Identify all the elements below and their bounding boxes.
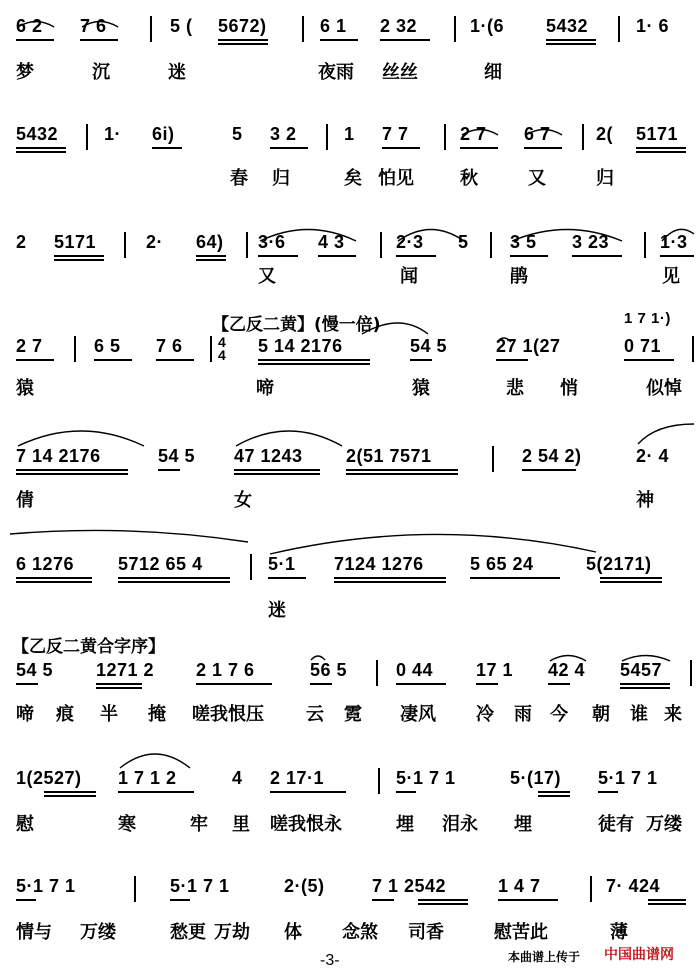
note-group: 2 7 <box>460 124 487 144</box>
notation-row-1 <box>0 16 700 44</box>
lyric: 凄风 <box>400 704 436 725</box>
lyric: 倩 <box>16 490 34 511</box>
bar-line <box>326 124 328 150</box>
bar-line <box>644 232 646 258</box>
note-group: 1 <box>344 124 355 144</box>
notation-row-9 <box>0 876 700 904</box>
bar-line <box>86 124 88 150</box>
lyric: 又 <box>528 168 546 189</box>
note-group: 0 44 <box>396 660 434 680</box>
lyric: 慰 <box>16 814 34 835</box>
lyric: 秋 <box>460 168 478 189</box>
note-group: 5171 <box>636 124 679 144</box>
lyric: 神 <box>636 490 654 511</box>
note-group: 5·1 7 1 <box>16 876 76 896</box>
note-group: 3 2 <box>270 124 297 144</box>
lyric: 来 <box>664 704 682 725</box>
note-group: 5 <box>458 232 469 252</box>
lyric: 半 <box>100 704 118 725</box>
lyric: 寒 <box>118 814 136 835</box>
lyric: 闻 <box>400 266 418 287</box>
notation-row-8 <box>0 768 700 796</box>
bar-line <box>150 16 152 42</box>
note-group: 1 7 1·) <box>624 310 671 327</box>
bar-line <box>492 446 494 472</box>
bar-line <box>134 876 136 902</box>
note-group: 4 3 <box>318 232 345 252</box>
lyrics-row-6 <box>0 596 700 624</box>
lyric: 啼 <box>16 704 34 725</box>
slur-mark <box>636 424 696 446</box>
notation-row-2 <box>0 124 700 152</box>
note-group: 7 1 2542 <box>372 876 447 896</box>
note-group: 6 7 <box>524 124 551 144</box>
slur-mark <box>496 334 512 344</box>
note-group: 2·(5) <box>284 876 325 896</box>
note-group: 6 1276 <box>16 554 75 574</box>
lyric: 梦 <box>16 62 34 83</box>
lyric: 万缕 <box>646 814 682 835</box>
lyric: 万劫 <box>214 922 250 943</box>
note-group: 5(2171) <box>586 554 652 574</box>
bar-line <box>74 336 76 362</box>
note-group: 5432 <box>16 124 59 144</box>
note-group: 2 32 <box>380 16 418 36</box>
note-group: 7· 424 <box>606 876 661 896</box>
note-group: 2·3 <box>396 232 424 252</box>
lyric: 嗟我恨压 <box>192 704 264 725</box>
note-group: 5 <box>232 124 243 144</box>
slur-mark <box>360 318 430 336</box>
site-logo[interactable] <box>604 944 674 964</box>
lyrics-row-5 <box>0 486 700 514</box>
notation-row-7 <box>0 660 700 688</box>
page-number: -3- <box>320 952 340 969</box>
lyric: 又 <box>258 266 276 287</box>
note-group: 2· <box>146 232 164 252</box>
notation-row-5 <box>0 446 700 474</box>
slur-mark <box>620 652 672 662</box>
lyric: 泪永 <box>442 814 478 835</box>
notation-row-3 <box>0 232 700 260</box>
lyric: 见 <box>662 266 680 287</box>
note-group: 7124 1276 <box>334 554 424 574</box>
note-group: 5672) <box>218 16 267 36</box>
slur-mark <box>10 528 250 544</box>
bar-line <box>376 660 378 686</box>
note-group: 6 1 <box>320 16 347 36</box>
note-group: 6 5 <box>94 336 121 356</box>
lyric: 似悼 <box>646 378 682 399</box>
lyrics-row-3 <box>0 262 700 290</box>
slur-mark <box>548 652 588 662</box>
section-header: 【乙反二黄】(慢一倍) <box>212 315 381 335</box>
note-group: 5171 <box>54 232 97 252</box>
bar-line <box>210 336 212 362</box>
lyrics-row-7 <box>0 700 700 728</box>
bar-line <box>590 876 592 902</box>
slur-mark <box>16 428 146 448</box>
note-group: 1· <box>104 124 122 144</box>
note-group: 2(51 7571 <box>346 446 432 466</box>
lyric: 迷 <box>268 600 286 621</box>
lyrics-row-2 <box>0 164 700 192</box>
lyric: 谁 <box>630 704 648 725</box>
bar-line <box>582 124 584 150</box>
lyric: 掩 <box>148 704 166 725</box>
note-group: 56 5 <box>310 660 348 680</box>
lyric: 女 <box>234 490 252 511</box>
lyric: 今 <box>550 704 568 725</box>
lyrics-row-4 <box>0 374 700 402</box>
lyric: 薄 <box>610 922 628 943</box>
bar-line <box>692 336 694 362</box>
lyric: 沉 <box>92 62 110 83</box>
lyric: 矣 <box>344 168 362 189</box>
slur-mark <box>460 126 500 136</box>
slur-mark <box>258 226 358 242</box>
slur-mark <box>80 18 120 28</box>
site-logo-name: 中国曲谱网 <box>604 947 674 963</box>
note-group: 2 <box>16 232 27 252</box>
note-group: 54 5 <box>410 336 448 356</box>
lyric: 怕见 <box>378 168 414 189</box>
note-group: 7 7 <box>382 124 409 144</box>
lyric: 慰苦此 <box>494 922 548 943</box>
note-group: 3 23 <box>572 232 610 252</box>
lyrics-row-1 <box>0 58 700 86</box>
lyric: 体 <box>284 922 302 943</box>
note-group: 5 14 2176 <box>258 336 343 356</box>
bar-line <box>302 16 304 42</box>
note-group: 2 1 7 6 <box>196 660 255 680</box>
slur-mark <box>660 226 696 242</box>
lyrics-row-9 <box>0 918 700 946</box>
note-group: 5·1 7 1 <box>598 768 658 788</box>
note-group: 6i) <box>152 124 175 144</box>
lyric: 归 <box>272 168 290 189</box>
lyric: 悲 <box>506 378 524 399</box>
note-group: 42 4 <box>548 660 586 680</box>
lyric: 春 <box>230 168 248 189</box>
slur-mark <box>524 126 564 136</box>
lyric: 归 <box>596 168 614 189</box>
lyric: 鹃 <box>510 266 528 287</box>
bar-line <box>490 232 492 258</box>
note-group: 1 7 1 2 <box>118 768 177 788</box>
note-group: 2 54 2) <box>522 446 582 466</box>
lyric: 细 <box>484 62 502 83</box>
lyric: 痕 <box>56 704 74 725</box>
bar-line <box>618 16 620 42</box>
note-group: 64) <box>196 232 224 252</box>
lyric: 迷 <box>168 62 186 83</box>
note-group: 1(2527) <box>16 768 82 788</box>
note-group: 2 7 <box>16 336 43 356</box>
notation-row-6 <box>0 554 700 582</box>
lyric: 埋 <box>396 814 414 835</box>
note-group: 54 5 <box>158 446 196 466</box>
lyric: 啼 <box>256 378 274 399</box>
note-group: 5712 65 4 <box>118 554 203 574</box>
lyric: 悄 <box>560 378 578 399</box>
note-group: 17 1 <box>476 660 514 680</box>
bar-line <box>246 232 248 258</box>
lyrics-row-8 <box>0 810 700 838</box>
note-group: 3·6 <box>258 232 286 252</box>
lyric: 司香 <box>408 922 444 943</box>
lyric: 万缕 <box>80 922 116 943</box>
note-group: 47 1243 <box>234 446 303 466</box>
note-group: 4 <box>232 768 243 788</box>
lyric: 牢 <box>190 814 208 835</box>
note-group: 6 2 <box>16 16 43 36</box>
bar-line <box>690 660 692 686</box>
lyric: 念煞 <box>342 922 378 943</box>
slur-mark <box>310 652 326 662</box>
note-group: 2· 4 <box>636 446 670 466</box>
note-group: 1·(6 <box>470 16 505 36</box>
lyric: 丝丝 <box>382 62 418 83</box>
lyric: 里 <box>232 814 250 835</box>
lyric: 埋 <box>514 814 532 835</box>
note-group: 1·3 <box>660 232 688 252</box>
note-group: 7 14 2176 <box>16 446 101 466</box>
note-group: 7 6 <box>156 336 183 356</box>
lyric: 冷 <box>476 704 494 725</box>
slur-mark <box>234 428 344 448</box>
bar-line <box>124 232 126 258</box>
slur-mark <box>268 528 598 556</box>
lyric: 情与 <box>16 922 52 943</box>
note-group: 7 6 <box>80 16 107 36</box>
lyric: 猿 <box>16 378 34 399</box>
note-group: 27 1(27 <box>496 336 561 356</box>
note-group: 5457 <box>620 660 663 680</box>
note-group: 1· 6 <box>636 16 670 36</box>
note-group: 3 5 <box>510 232 537 252</box>
lyric: 愁更 <box>170 922 206 943</box>
note-group: 0 71 <box>624 336 662 356</box>
section-header: 【乙反二黄合字序】 <box>12 637 165 657</box>
bar-line <box>378 768 380 794</box>
bar-line <box>250 554 252 580</box>
note-group: 5·1 7 1 <box>396 768 456 788</box>
note-group: 1271 2 <box>96 660 155 680</box>
lyric: 霓 <box>344 704 362 725</box>
note-group: 2 17·1 <box>270 768 325 788</box>
lyric: 朝 <box>592 704 610 725</box>
bar-line <box>444 124 446 150</box>
note-group: 5 ( <box>170 16 193 36</box>
slur-mark <box>16 18 56 28</box>
lyric: 猿 <box>412 378 430 399</box>
note-group: 54 5 <box>16 660 54 680</box>
slur-mark <box>510 226 624 242</box>
lyric: 夜雨 <box>318 62 354 83</box>
bar-line <box>380 232 382 258</box>
bar-line <box>454 16 456 42</box>
upload-notice: 本曲谱上传于 <box>508 950 581 964</box>
note-group: 2( <box>596 124 614 144</box>
notation-row-4 <box>0 336 700 364</box>
lyric: 嗟我恨永 <box>270 814 342 835</box>
note-group: 1 4 7 <box>498 876 541 896</box>
time-signature: 4 4 <box>218 334 226 363</box>
note-group: 5·1 <box>268 554 296 574</box>
lyric: 徒有 <box>598 814 634 835</box>
note-group: 5432 <box>546 16 589 36</box>
slur-mark <box>396 226 466 242</box>
note-group: 5·1 7 1 <box>170 876 230 896</box>
lyric: 云 <box>306 704 324 725</box>
slur-mark <box>118 750 192 770</box>
note-group: 5 65 24 <box>470 554 534 574</box>
note-group: 5·(17) <box>510 768 562 788</box>
lyric: 雨 <box>514 704 532 725</box>
